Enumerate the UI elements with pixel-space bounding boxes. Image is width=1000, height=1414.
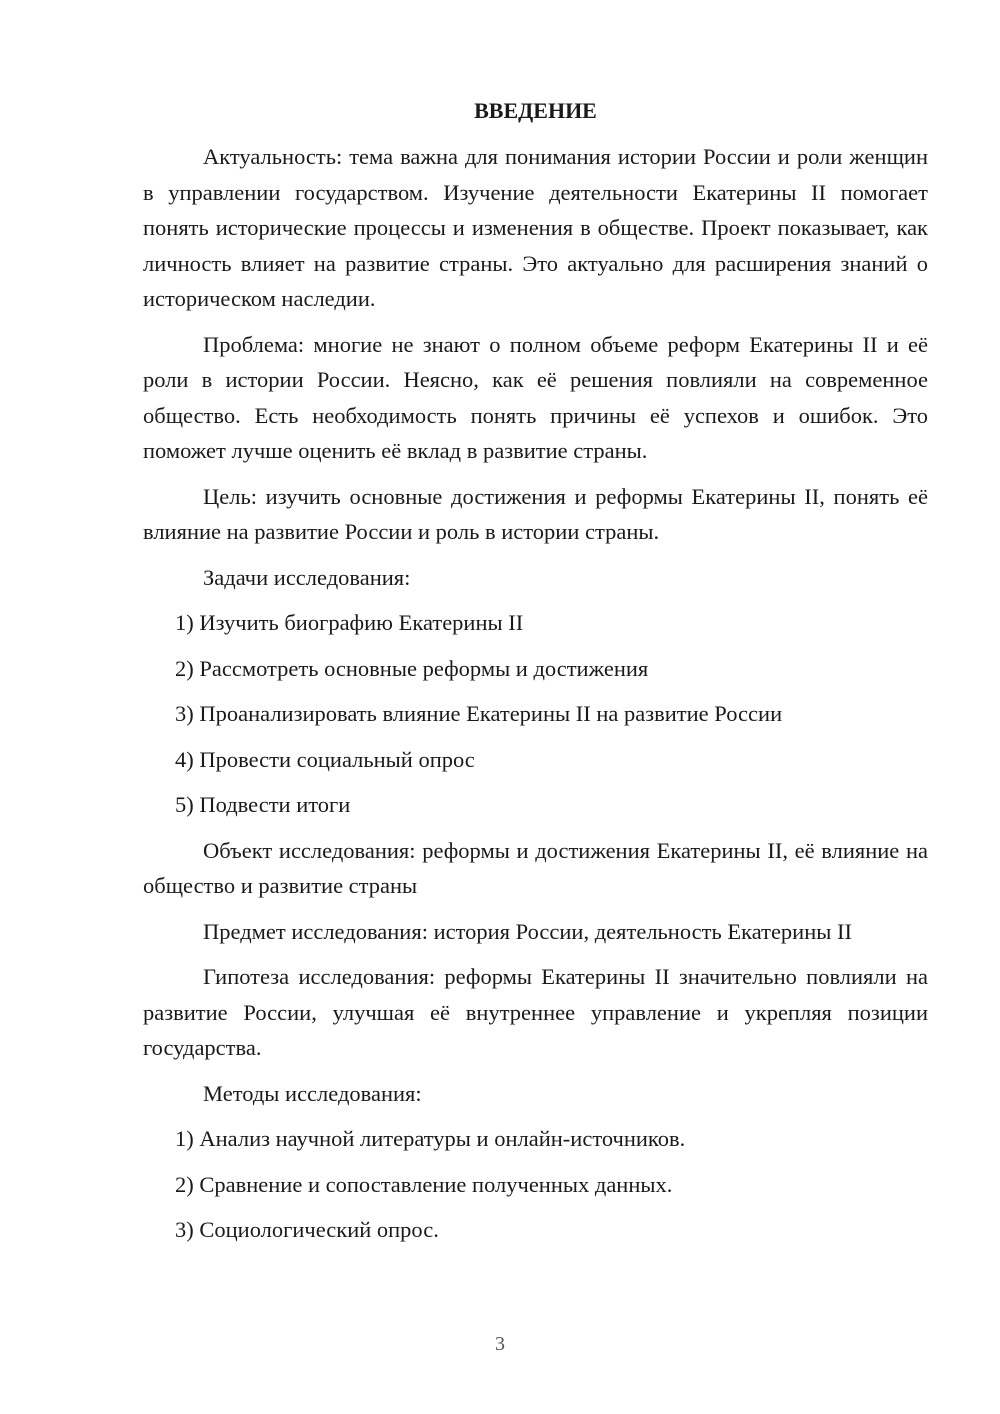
task-item: 3) Проанализировать влияние Екатерины II на развитие России [175,701,783,726]
hypothesis-paragraph: Гипотеза исследования: реформы Екатерины II значительно повлияли на развитие России, улучшая её внутреннее управление и укрепляя позиции государства. [143,964,928,1060]
task-item: 2) Рассмотреть основные реформы и достижения [175,655,649,681]
tasks-heading: Задачи исследования: [203,564,411,590]
task-item: 5) Подвести итоги [175,792,351,817]
problem-paragraph: Проблема: многие не знают о полном объеме реформ Екатерины II и её роли в истории России. Неясно, как её решения повлияли на современное общество. Есть необходимость понять причины её успехов и ошибок. Это поможет лучше оценить её вклад в развитие страны. [143,331,928,463]
task-item: 4) Провести социальный опрос [175,746,475,772]
method-item: 3) Социологический опрос. [175,1217,439,1242]
relevance-paragraph: Актуальность: тема важна для понимания истории России и роли женщин в управлении государством. Изучение деятельности Екатерины II помогает понять исторические процессы и изменения в обществе. Проект показывает, как личность влияет на развитие страны. Это актуально для расширения знаний о историческом наследии. [143,144,928,311]
object-paragraph: Объект исследования: реформы и достижения Екатерины II, её влияние на общество и развитие страны [143,837,928,898]
task-item: 1) Изучить биографию Екатерины II [175,610,524,635]
method-item: 2) Сравнение и сопоставление полученных данных. [175,1171,673,1197]
subject-paragraph: Предмет исследования: история России, деятельность Екатерины II [203,918,852,944]
page-number: 3 [495,1333,505,1355]
methods-heading: Методы исследования: [203,1080,422,1106]
document-page [143,96,928,1258]
goal-paragraph: Цель: изучить основные достижения и реформы Екатерины II, понять её влияние на развитие России и роль в истории страны. [143,483,928,544]
page-title: ВВЕДЕНИЕ [474,98,597,123]
method-item: 1) Анализ научной литературы и онлайн-источников. [175,1126,686,1151]
